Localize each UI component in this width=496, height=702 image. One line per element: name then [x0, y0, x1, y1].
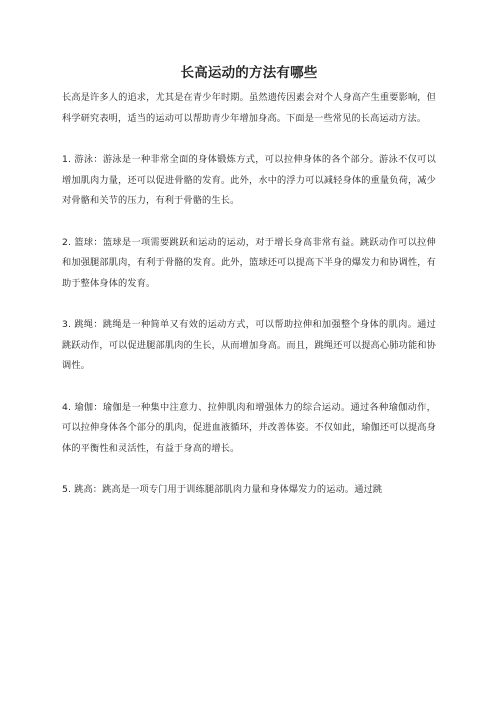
document-title: 长高运动的方法有哪些 — [180, 65, 318, 81]
paragraph-gap — [62, 459, 436, 480]
intro-paragraph: 长高是许多人的追求，尤其是在青少年时期。虽然遗传因素会对个人身高产生重要影响，但科学研究表明，适当的运动可以帮助青少年增加身高。下面是一些常见的长高运动方法。 — [62, 92, 436, 124]
item-swimming: 1. 游泳：游泳是一种非常全面的身体锻炼方式，可以拉伸身体的各个部分。游泳不仅可以增加肌肉力量，还可以促进骨骼的发育。此外，水中的浮力可以减轻身体的重量负荷，减少对骨骼和关节的压力，有利于骨骼的生长。 — [62, 154, 436, 206]
paragraph-gap — [62, 129, 436, 150]
paragraph-gap — [62, 212, 436, 233]
item-high-jump: 5. 跳高：跳高是一项专门用于训练腿部肌肉力量和身体爆发力的运动。通过跳 — [62, 484, 383, 495]
paragraph-gap — [62, 294, 436, 315]
item-yoga: 4. 瑜伽：瑜伽是一种集中注意力、拉伸肌肉和增强体力的综合运动。通过各种瑜伽动作，可以拉伸身体各个部分的肌肉，促进血液循环，并改善体姿。不仅如此，瑜伽还可以提高身体的平衡性和灵活性，有益于身高的增长。 — [62, 401, 436, 454]
item-jump-rope: 3. 跳绳：跳绳是一种简单又有效的运动方式，可以帮助拉伸和加强整个身体的肌肉。通过跳跃动作，可以促进腿部肌肉的生长，从而增加身高。而且，跳绳还可以提高心肺功能和协调性。 — [62, 319, 436, 371]
item-basketball: 2. 篮球：篮球是一项需要跳跃和运动的运动，对于增长身高非常有益。跳跃动作可以拉伸和加强腿部肌肉，有利于骨骼的发育。此外，篮球还可以提高下半身的爆发力和协调性，有助于整体身体的发育。 — [62, 236, 436, 289]
paragraph-gap — [62, 377, 436, 398]
